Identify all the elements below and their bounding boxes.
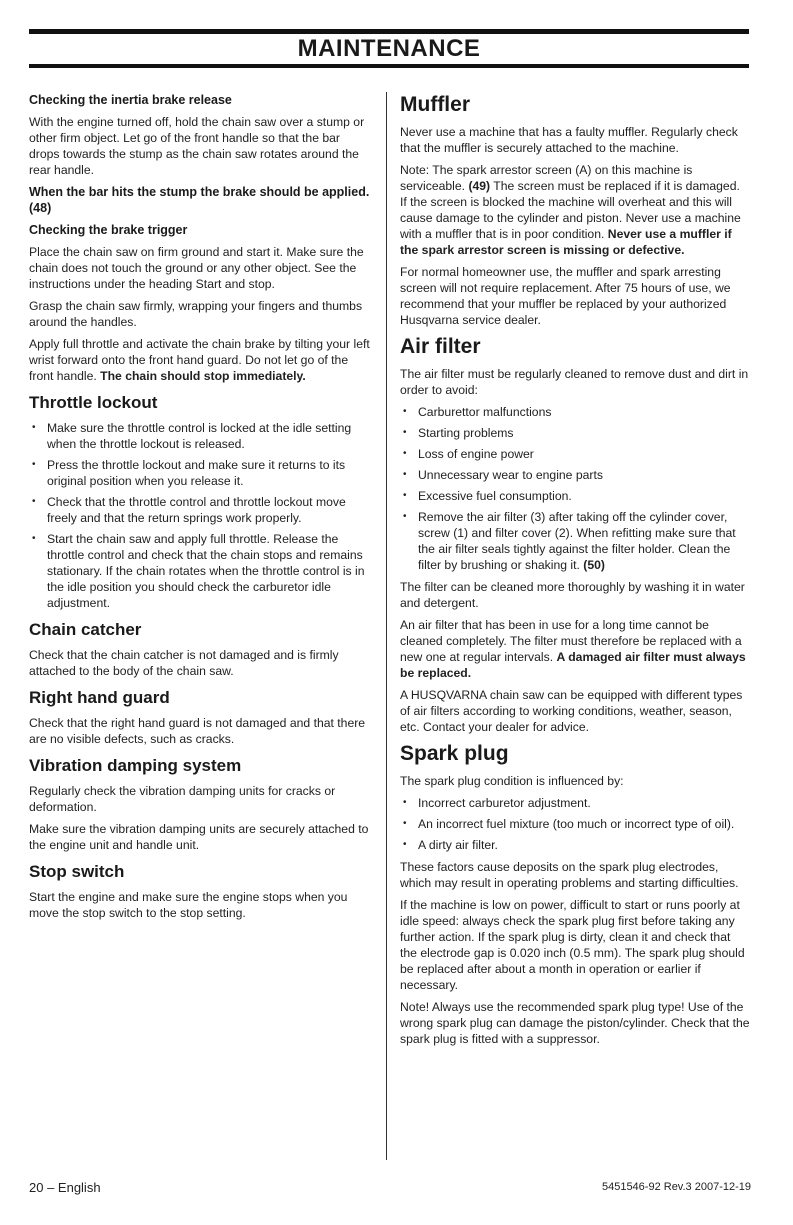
- spark-plug-text-1: The spark plug condition is influenced by:: [400, 774, 624, 788]
- muffler-text-2c: The screen must be replaced if it is damaged. If the screen is blocked the machine will overheat and this will cause damage to the cylinder and piston. Never use a machine with a muffler that is in poor condition.: [400, 179, 741, 241]
- muffler-text-2: [400, 162, 750, 258]
- list-item: • Press the throttle lockout and make sure it returns to its original position when you release it.: [29, 457, 373, 489]
- air-filter-text-1: The air filter must be regularly cleaned to remove dust and dirt in order to avoid:: [400, 367, 749, 397]
- stop-heading: Stop switch: [29, 862, 125, 881]
- guard-text: Check that the right hand guard is not damaged and that there are no visible defects, such as cracks.: [29, 716, 366, 746]
- list-item: • Unnecessary wear to engine parts: [400, 467, 750, 483]
- list-item: • Loss of engine power: [400, 446, 750, 462]
- list-item: • Start the chain saw and apply full throttle. Release the throttle control and check that the chain stops and remains stationary. If the chain rotates when the throttle control is in the idle position you should check the carburetor idle adjustment.: [29, 531, 373, 611]
- list-item: • Make sure the throttle control is locked at the idle setting when the throttle lockout is released.: [29, 420, 373, 452]
- list-item: • A dirty air filter.: [400, 837, 750, 853]
- air-filter-item-last-ref: (50): [583, 558, 605, 572]
- muffler-text-2a: Note: The spark arrestor screen (A) on this machine is serviceable.: [400, 163, 693, 193]
- list-item: • Carburettor malfunctions: [400, 404, 750, 420]
- spark-plug-text-4: Note! Always use the recommended spark plug type! Use of the wrong spark plug can damage the piston/cylinder. Check that the spark plug is fitted with a suppressor.: [400, 1000, 750, 1046]
- trigger-text-1: Place the chain saw on firm ground and start it. Make sure the chain does not touch the ground or any other object. See the instructions under the heading Start and stop.: [29, 245, 364, 291]
- air-filter-text-2: The filter can be cleaned more thoroughly by washing it in water and detergent.: [400, 580, 745, 610]
- catcher-text: Check that the chain catcher is not damaged and is firmly attached to the body of the chain saw.: [29, 648, 339, 678]
- air-filter-text-3: [400, 617, 750, 681]
- right-column: [400, 92, 750, 1053]
- document-id: 5451546-92 Rev.3 2007-12-19: [601, 1181, 751, 1193]
- stop-text: Start the engine and make sure the engine stops when you move the stop switch to the stop setting.: [29, 890, 348, 920]
- spark-plug-text-2: These factors cause deposits on the spark plug electrodes, which may result in operating problems and starting difficulties.: [400, 860, 739, 890]
- vibration-text-1: Regularly check the vibration damping units for cracks or deformation.: [29, 784, 336, 814]
- muffler-text-3: For normal homeowner use, the muffler and spark arresting screen will not require replacement. After 75 hours of use, we recommend that your muffler be replaced by your authorized Husqvarna service dealer.: [400, 265, 731, 327]
- column-divider: [386, 92, 387, 1160]
- muffler-text-2b: (49): [468, 179, 491, 193]
- list-item: • An incorrect fuel mixture (too much or incorrect type of oil).: [400, 816, 750, 832]
- air-filter-list: [400, 404, 750, 573]
- inertia-text-2: When the bar hits the stump the brake should be applied. (48): [29, 185, 370, 215]
- inertia-heading: Checking the inertia brake release: [29, 93, 232, 107]
- vibration-text-2: Make sure the vibration damping units are securely attached to the engine unit and handle unit.: [29, 822, 369, 852]
- header-rule-bottom: [29, 64, 749, 68]
- trigger-text-3-normal: Apply full throttle and activate the chain brake by tilting your left wrist forward onto the front hand guard. Do not let go of the front handle.: [29, 337, 370, 383]
- trigger-text-3: [29, 336, 373, 384]
- list-item: • Starting problems: [400, 425, 750, 441]
- list-item: • Excessive fuel consumption.: [400, 488, 750, 504]
- catcher-heading: Chain catcher: [29, 620, 142, 639]
- list-item: • Incorrect carburetor adjustment.: [400, 795, 750, 811]
- inertia-text-1: With the engine turned off, hold the chain saw over a stump or other firm object. Let go of the front handle so that the bar drops towards the stump as the chain saw rotates around the rear handle.: [29, 115, 365, 177]
- left-column: [29, 92, 373, 927]
- muffler-text-1: Never use a machine that has a faulty muffler. Regularly check that the muffler is securely attached to the machine.: [400, 125, 738, 155]
- air-filter-text-4: A HUSQVARNA chain saw can be equipped with different types of air filters according to working conditions, weather, season, etc. Contact your dealer for advice.: [400, 688, 743, 734]
- spark-plug-text-3: If the machine is low on power, difficult to start or runs poorly at idle speed: always check the spark plug first before taking any further action. If the spark plug is dirty, clean it and check that the electrode gap is 0.020 inch (0.5 mm). The spark plug should be replaced after about a month in operation or earlier if necessary.: [400, 898, 745, 992]
- page-number: 20 – English: [29, 1180, 101, 1195]
- muffler-text-2d: Never use a muffler if the spark arrestor screen is missing or defective.: [400, 227, 732, 257]
- throttle-list: [29, 420, 373, 611]
- throttle-heading: Throttle lockout: [29, 393, 158, 412]
- page-title: MAINTENANCE: [297, 35, 481, 62]
- spark-plug-list: [400, 795, 750, 853]
- list-item: • Check that the throttle control and throttle lockout move freely and that the return springs work properly.: [29, 494, 373, 526]
- air-filter-text-3-bold: A damaged air filter must always be replaced.: [400, 650, 746, 680]
- trigger-text-3-bold: The chain should stop immediately.: [100, 369, 306, 383]
- muffler-heading: Muffler: [400, 93, 470, 116]
- guard-heading: Right hand guard: [29, 688, 170, 707]
- air-filter-text-3-normal: An air filter that has been in use for a long time cannot be cleaned completely. The filter must therefore be replaced with a new one at regular intervals.: [400, 618, 742, 664]
- air-filter-item-last: Remove the air filter (3) after taking off the cylinder cover, screw (1) and filter cover (2). When refitting make sure that the air filter seals tightly against the filter holder. Clean the filter by brushing or shaking it.: [418, 510, 736, 572]
- trigger-heading: Checking the brake trigger: [29, 223, 188, 237]
- trigger-text-2: Grasp the chain saw firmly, wrapping your fingers and thumbs around the handles.: [29, 299, 363, 329]
- spark-plug-heading: Spark plug: [400, 742, 509, 765]
- vibration-heading: Vibration damping system: [29, 756, 242, 775]
- air-filter-heading: Air filter: [400, 335, 481, 358]
- list-item: [400, 509, 750, 573]
